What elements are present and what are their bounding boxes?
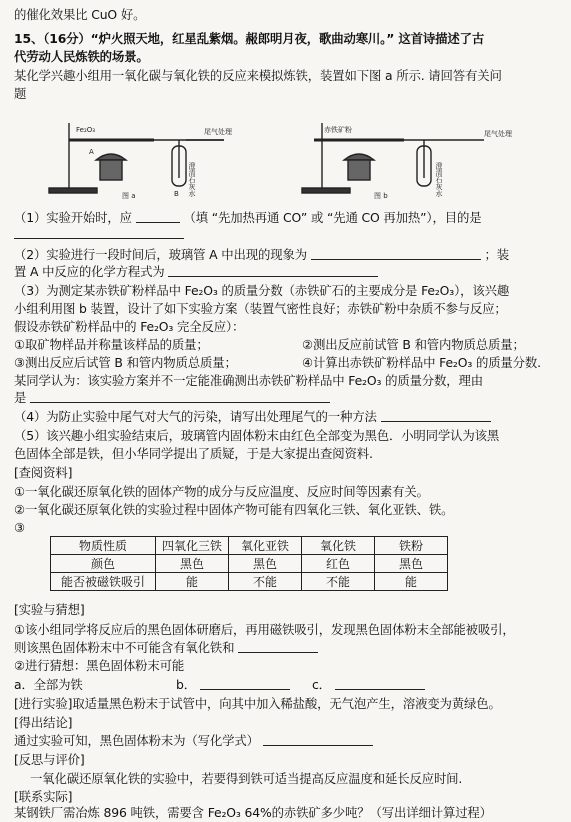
- ref-item-2: ②一氧化碳还原氧化铁的实验过程中固体产物可能有四氧化三铁、氧化亚铁、铁。: [14, 502, 454, 517]
- q1-blank-2[interactable]: [14, 226, 184, 239]
- exp-line-2: [14, 640, 318, 656]
- burner-b: [344, 154, 374, 160]
- q4-blank[interactable]: [381, 409, 491, 422]
- ref-item-3: ③: [14, 520, 25, 535]
- q2-line: [14, 247, 509, 263]
- prac-heading: [联系实际]: [14, 789, 73, 804]
- label-lime-b: 澄清石灰水: [435, 162, 443, 197]
- stand-base-a: [49, 188, 97, 193]
- table-cell: 黑色: [156, 555, 229, 573]
- option-b-blank[interactable]: [200, 677, 290, 690]
- table-header: 四氧化三铁: [156, 537, 229, 555]
- table-cell: 不能: [302, 573, 375, 591]
- caption-b: 图 b: [374, 192, 388, 200]
- concl-text: 通过实验可知，黑色固体粉末为（写化学式）: [14, 733, 259, 748]
- q3-step-3: ③测出反应后试管 B 和管内物质总质量；: [14, 355, 237, 370]
- q1-blank-1[interactable]: [136, 210, 180, 223]
- burner-a: [96, 154, 126, 160]
- table-cell: 红色: [302, 555, 375, 573]
- table-header: 物质性质: [51, 537, 156, 555]
- q2-text-a: （2）实验进行一段时间后，玻璃管 A 中出现的现象为: [14, 247, 307, 262]
- apparatus-figure: [14, 118, 562, 200]
- concl-line: [14, 733, 373, 749]
- burner-base-a: [100, 160, 122, 180]
- label-fe2o3: Fe₂O₃: [76, 126, 96, 134]
- q4-line: [14, 409, 491, 425]
- table-row: [51, 573, 448, 591]
- intro-line-2: 题: [14, 86, 27, 101]
- properties-table: [50, 536, 448, 591]
- table-cell: 不能: [229, 573, 302, 591]
- refl-line: 一氧化碳还原氧化铁的实验中，若要得到铁可适当提高反应温度和延长反应时间.: [30, 771, 463, 786]
- q2-line-2: [14, 264, 378, 280]
- q3-line-4: 某同学认为：该实验方案并不一定能准确测出赤铁矿粉样品中 Fe₂O₃ 的质量分数，理由: [14, 373, 484, 388]
- label-B: B: [174, 190, 179, 198]
- q3-step-4: ④计算出赤铁矿粉样品中 Fe₂O₃ 的质量分数.: [302, 355, 541, 370]
- stand-base-b: [302, 188, 350, 193]
- q15-title: 15、（16分）“炉火照天地，红星乱紫烟。赧郎明月夜，歌曲动寒川。” 这首诗描述了古: [14, 31, 485, 46]
- q1-answer-line: [14, 226, 184, 242]
- q3-step-1: ①取矿物样品并称量该样品的质量；: [14, 337, 209, 352]
- q2-text-b: ；装: [484, 247, 510, 262]
- option-b-label: b．: [176, 677, 196, 692]
- q3-step-2: ②测出反应前试管 B 和管内物质总质量；: [302, 337, 525, 352]
- q15-title-cont: 代劳动人民炼铁的场景。: [14, 49, 149, 64]
- ref-heading: [查阅资料]: [14, 465, 73, 480]
- caption-a: 图 a: [122, 192, 136, 200]
- option-b: [176, 677, 290, 693]
- option-a: a．全部为铁: [14, 677, 83, 692]
- intro-line-1: 某化学兴趣小组用一氧化碳与氧化铁的反应来模拟炼铁，装置如下图 a 所示. 请回答有关问: [14, 68, 502, 83]
- concl-blank[interactable]: [263, 733, 373, 746]
- exp-heading: [实验与猜想]: [14, 602, 85, 617]
- exp-line-1: ①该小组同学将反应后的黑色固体研磨后，再用磁铁吸引，发现黑色固体粉末全部能被吸引，: [14, 622, 515, 637]
- option-c-label: c．: [312, 677, 331, 692]
- label-tail-b: 尾气处理: [484, 130, 512, 138]
- table-cell: 颜色: [51, 555, 156, 573]
- table-cell: 能: [375, 573, 448, 591]
- q3-text-5: 是: [14, 390, 27, 405]
- table-row: [51, 555, 448, 573]
- q1-text-a: （1）实验开始时，应: [14, 210, 132, 225]
- table-header: 氧化铁: [302, 537, 375, 555]
- q5-line-1: （5）该兴趣小组实验结束后，玻璃管内固体粉末由红色全部变为黑色．小明同学认为该黑: [14, 428, 500, 443]
- q2-text-c: 置 A 中反应的化学方程式为: [14, 264, 165, 279]
- exp-text-2: 则该黑色固体粉末中不可能含有氧化铁和: [14, 640, 235, 655]
- q3-line-1: （3）为测定某赤铁矿粉样品中 Fe₂O₃ 的质量分数（赤铁矿石的主要成分是 Fe₂O₃），该兴趣: [14, 283, 510, 298]
- table-cell: 黑色: [229, 555, 302, 573]
- q3-line-5: [14, 390, 330, 406]
- ref-item-1: ①一氧化碳还原氧化铁的固体产物的成分与反应温度、反应时间等因素有关。: [14, 484, 429, 499]
- q3-blank[interactable]: [30, 390, 330, 403]
- q3-line-3: 假设赤铁矿粉样品中的 Fe₂O₃ 完全反应）：: [14, 319, 245, 334]
- option-c: [312, 677, 425, 693]
- exp-do: [进行实验]取适量黑色粉末于试管中，向其中加入稀盐酸，无气泡产生，溶液变为黄绿色。: [14, 696, 501, 711]
- table-header: 铁粉: [375, 537, 448, 555]
- prac-line: 某钢铁厂需冶炼 896 吨铁，需要含 Fe₂O₃ 64%的赤铁矿多少吨？（写出详细计算过程）: [14, 805, 492, 820]
- burner-base-b: [348, 160, 370, 180]
- label-lime-a: 澄清石灰水: [188, 162, 196, 197]
- table-cell: 黑色: [375, 555, 448, 573]
- exp-blank[interactable]: [238, 640, 318, 653]
- q4-text: （4）为防止实验中尾气对大气的污染，请写出处理尾气的一种方法: [14, 409, 377, 424]
- prev-text: 的催化效果比 CuO 好。: [14, 7, 146, 22]
- label-hematite: 赤铁矿粉: [324, 126, 352, 134]
- option-c-blank[interactable]: [335, 677, 425, 690]
- q2-blank-1[interactable]: [311, 247, 481, 260]
- table-cell: 能: [156, 573, 229, 591]
- refl-heading: [反思与评价]: [14, 752, 85, 767]
- label-tail-a: 尾气处理: [204, 128, 232, 136]
- table-cell: 能否被磁铁吸引: [51, 573, 156, 591]
- q1-line: [14, 210, 481, 226]
- q1-text-b: （填 “先加热再通 CO” 或 “先通 CO 再加热”），目的是: [183, 210, 482, 225]
- concl-heading: [得出结论]: [14, 715, 73, 730]
- label-A: A: [89, 148, 94, 156]
- exp-line-3: ②进行猜想：黑色固体粉末可能: [14, 658, 185, 673]
- table-header: 氧化亚铁: [229, 537, 302, 555]
- q5-line-2: 色固体全部是铁，但小华同学提出了质疑，于是大家提出查阅资料.: [14, 446, 373, 461]
- table-header-row: [51, 537, 448, 555]
- q3-line-2: 小组利用图 b 装置，设计了如下实验方案（装置气密性良好；赤铁矿粉中杂质不参与反应；: [14, 301, 507, 316]
- q2-blank-2[interactable]: [168, 264, 378, 277]
